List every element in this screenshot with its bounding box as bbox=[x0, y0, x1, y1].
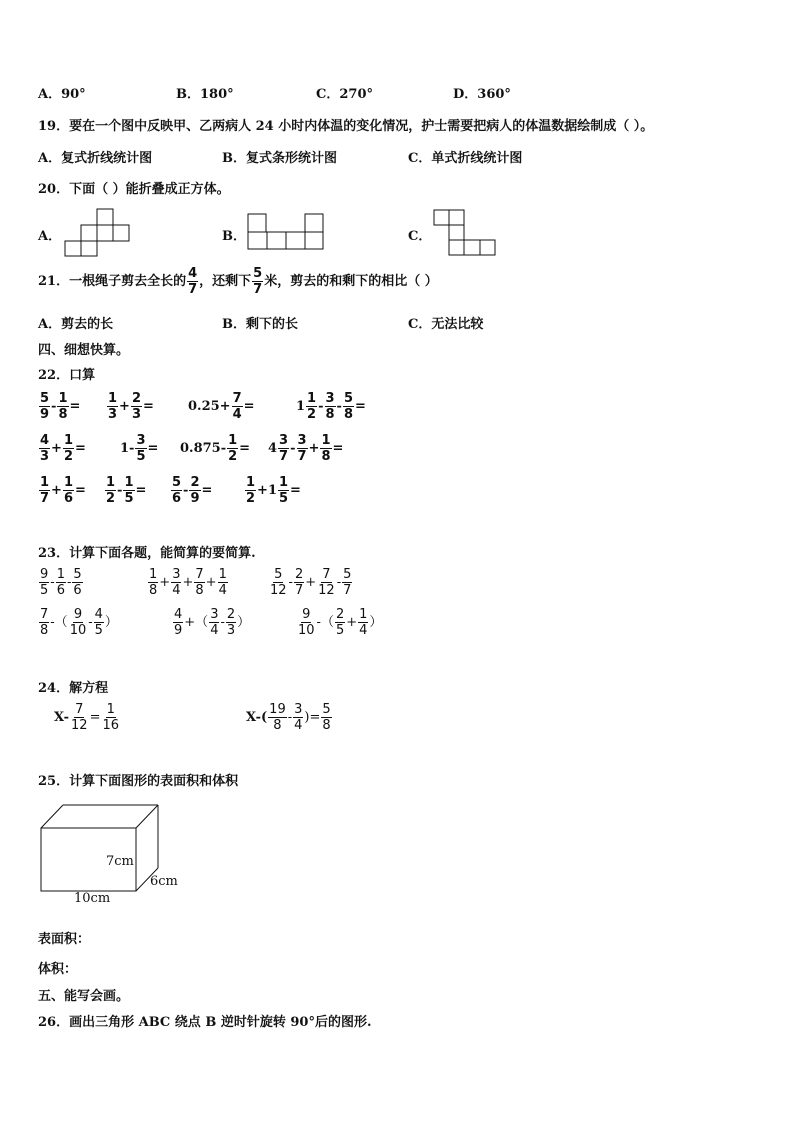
q22-title: 22．口算 bbox=[38, 368, 96, 383]
calc-expr-4: $\frac{7}{8}$ -（ $\frac{9}{10}$ - $\frac{4}{5}$ ） bbox=[40, 607, 118, 638]
q18-option-d: D．360° bbox=[453, 87, 511, 102]
section-4-title: 四、细想快算。 bbox=[38, 343, 130, 358]
section-5-title: 五、能写会画。 bbox=[38, 989, 130, 1004]
equation-2: X-( $\frac{19}{8}$ - $\frac{3}{4}$ )= $\frac{5}{8}$ bbox=[246, 702, 331, 733]
oral-calc-1-4: 1 $\frac{1}{2}$ - $\frac{3}{8}$ - $\frac{5}{8}$ = bbox=[296, 391, 366, 422]
oral-calc-3-4: $\frac{1}{2}$ +1 $\frac{1}{5}$ = bbox=[246, 475, 301, 506]
surface-area-label: 表面积： bbox=[38, 932, 91, 947]
cuboid-figure bbox=[40, 804, 165, 892]
cube-net-a bbox=[64, 209, 134, 257]
cuboid-height-label: 7cm bbox=[106, 854, 134, 869]
q21-option-b: B．剩下的长 bbox=[222, 317, 298, 332]
calc-expr-3: $\frac{5}{12}$ - $\frac{2}{7}$ + $\frac{7}{12}$ - $\frac{5}{7}$ bbox=[270, 567, 352, 598]
q25-title: 25．计算下面图形的表面积和体积 bbox=[38, 774, 239, 789]
q21-option-c: C．无法比较 bbox=[408, 317, 484, 332]
oral-calc-2-3: 0.875- $\frac{1}{2}$ = bbox=[180, 433, 251, 464]
q21-question: 21．一根绳子剪去全长的 $\frac{4}{7}$ ，还剩下 $\frac{5}{7}$ 米，剪去的和剩下的相比（ ） bbox=[38, 266, 438, 297]
oral-calc-2-2: 1- $\frac{3}{5}$ = bbox=[120, 433, 159, 464]
fraction: $\frac{5}{7}$ bbox=[253, 266, 263, 297]
q20-option-c-label: C． bbox=[408, 229, 432, 244]
cuboid-length-label: 10cm bbox=[74, 891, 111, 906]
oral-calc-2-1: $\frac{4}{3}$ + $\frac{1}{2}$ = bbox=[40, 433, 86, 464]
cube-net-c bbox=[433, 209, 497, 257]
oral-calc-3-3: $\frac{5}{6}$ - $\frac{2}{9}$ = bbox=[172, 475, 213, 506]
calc-expr-5: $\frac{4}{9}$ +（ $\frac{3}{4}$ - $\frac{2}{3}$ ） bbox=[174, 607, 251, 638]
oral-calc-1-3: 0.25+ $\frac{7}{4}$ = bbox=[188, 391, 255, 422]
q20-question: 20．下面（ ）能折叠成正方体。 bbox=[38, 182, 230, 197]
q18-option-c: C．270° bbox=[316, 87, 373, 102]
q19-option-b: B．复式条形统计图 bbox=[222, 151, 337, 166]
oral-calc-3-1: $\frac{1}{7}$ + $\frac{1}{6}$ = bbox=[40, 475, 86, 506]
q19-option-a: A．复式折线统计图 bbox=[38, 151, 153, 166]
q19-question: 19．要在一个图中反映甲、乙两病人 24 小时内体温的变化情况，护士需要把病人的体温数据绘制成（ ）。 bbox=[38, 119, 654, 134]
q24-title: 24．解方程 bbox=[38, 681, 109, 696]
calc-expr-1: $\frac{9}{5}$ - $\frac{1}{6}$ - $\frac{5}{6}$ bbox=[40, 567, 82, 598]
fraction: $\frac{4}{7}$ bbox=[188, 266, 198, 297]
oral-calc-1-1: $\frac{5}{9}$ - $\frac{1}{8}$ = bbox=[40, 391, 81, 422]
q21-option-a: A．剪去的长 bbox=[38, 317, 114, 332]
oral-calc-3-2: $\frac{1}{2}$ - $\frac{1}{5}$ = bbox=[106, 475, 147, 506]
q20-option-b-label: B． bbox=[222, 229, 246, 244]
oral-calc-2-4: 4 $\frac{3}{7}$ - $\frac{3}{7}$ + $\frac{1}{8}$ = bbox=[268, 433, 344, 464]
calc-expr-6: $\frac{9}{10}$ -（ $\frac{2}{5}$ + $\frac{1}{4}$ ） bbox=[298, 607, 383, 638]
cube-net-b bbox=[247, 213, 325, 251]
q18-option-a: A．90° bbox=[38, 87, 86, 102]
q20-option-a-label: A． bbox=[38, 229, 62, 244]
calc-expr-2: $\frac{1}{8}$ + $\frac{3}{4}$ + $\frac{7}{8}$ + $\frac{1}{4}$ bbox=[149, 567, 227, 598]
q23-title: 23．计算下面各题，能简算的要简算. bbox=[38, 546, 256, 561]
q26-question: 26．画出三角形 ABC 绕点 B 逆时针旋转 90°后的图形. bbox=[38, 1015, 372, 1030]
equation-1: X- $\frac{7}{12}$ = $\frac{1}{16}$ bbox=[54, 702, 120, 733]
q18-option-b: B．180° bbox=[176, 87, 234, 102]
cuboid-depth-label: 6cm bbox=[150, 874, 178, 889]
oral-calc-1-2: $\frac{1}{3}$ + $\frac{2}{3}$ = bbox=[108, 391, 154, 422]
q19-option-c: C．单式折线统计图 bbox=[408, 151, 523, 166]
volume-label: 体积： bbox=[38, 962, 78, 977]
